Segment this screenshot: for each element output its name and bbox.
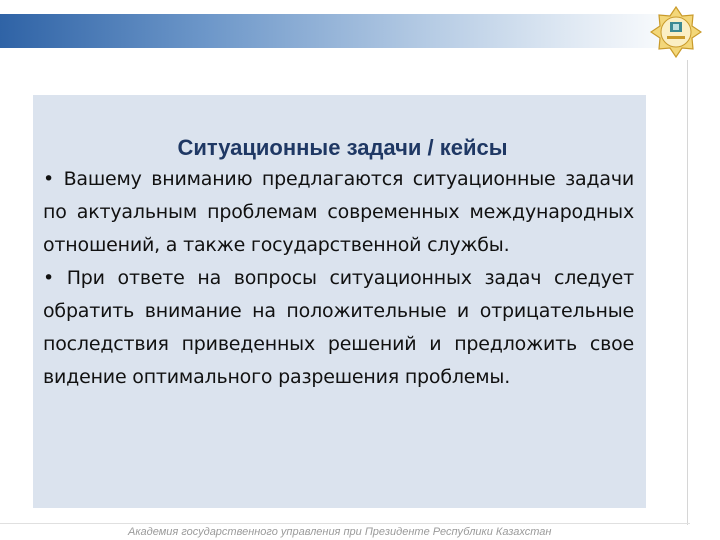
footer-divider bbox=[0, 523, 690, 524]
academy-emblem-icon bbox=[650, 6, 702, 58]
footer-text: Академия государственного управления при Президенте Республики Казахстан bbox=[128, 526, 552, 538]
content-box bbox=[33, 95, 646, 508]
paragraph-2: • При ответе на вопросы ситуационных задач следует обратить внимание на положительные и отрицательные последствия приведенных решений и предложить свое видение оптимального разрешения проблемы. bbox=[43, 267, 634, 388]
header-gradient-bar bbox=[0, 14, 690, 48]
slide-title: Ситуационные задачи / кейсы bbox=[177, 135, 508, 160]
right-divider bbox=[687, 60, 688, 525]
paragraph-1: • Вашему вниманию предлагаются ситуационные задачи по актуальным проблемам современных международных отношений, а также государственной службы. bbox=[43, 168, 634, 256]
